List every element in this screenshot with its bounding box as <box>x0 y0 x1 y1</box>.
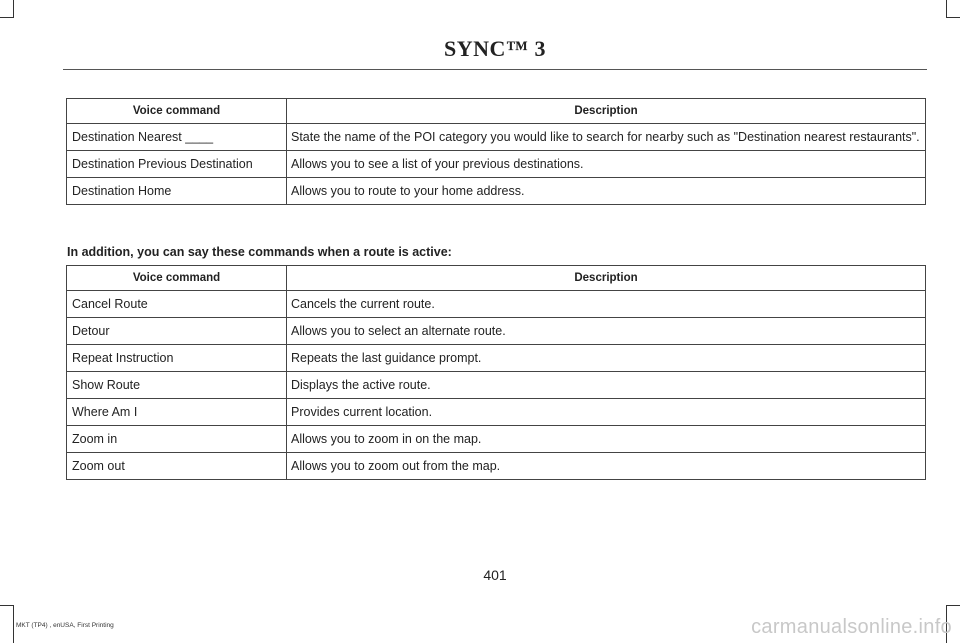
intro-paragraph: In addition, you can say these commands when a route is active: <box>67 245 452 259</box>
site-watermark: carmanualsonline.info <box>751 616 952 638</box>
voice-command-cell: Zoom in <box>67 426 287 453</box>
voice-command-cell: Cancel Route <box>67 291 287 318</box>
description-cell: Allows you to zoom in on the map. <box>287 426 926 453</box>
column-header-description: Description <box>287 266 926 291</box>
table-row <box>67 372 926 399</box>
voice-command-cell: Detour <box>67 318 287 345</box>
table-row <box>67 291 926 318</box>
column-header-description: Description <box>287 99 926 124</box>
destination-commands-table <box>66 98 926 205</box>
description-cell: Allows you to route to your home address. <box>287 178 926 205</box>
voice-command-cell: Zoom out <box>67 453 287 480</box>
table-row <box>67 453 926 480</box>
description-cell: Provides current location. <box>287 399 926 426</box>
table-row <box>67 399 926 426</box>
page-title: SYNC™ 3 <box>444 36 546 61</box>
voice-command-cell: Where Am I <box>67 399 287 426</box>
voice-command-cell: Destination Nearest ____ <box>67 124 287 151</box>
table-header-row <box>67 99 926 124</box>
table-row <box>67 318 926 345</box>
voice-command-cell: Show Route <box>67 372 287 399</box>
voice-command-cell: Repeat Instruction <box>67 345 287 372</box>
crop-mark-top-left-vertical <box>13 0 14 17</box>
description-cell: Allows you to zoom out from the map. <box>287 453 926 480</box>
active-route-commands-table <box>66 265 926 480</box>
crop-mark-top-right-horizontal <box>946 17 960 18</box>
description-cell: Repeats the last guidance prompt. <box>287 345 926 372</box>
description-cell: State the name of the POI category you would like to search for nearby such as "Destination nearest restaurants". <box>287 124 926 151</box>
page-number: 401 <box>483 567 507 583</box>
table-row <box>67 178 926 205</box>
title-divider <box>63 69 927 70</box>
table-row <box>67 151 926 178</box>
description-cell: Allows you to see a list of your previous destinations. <box>287 151 926 178</box>
crop-mark-bottom-left-vertical <box>13 605 14 643</box>
print-edition-note: MKT (TP4) , enUSA, First Printing <box>16 622 114 629</box>
crop-mark-top-left-horizontal <box>0 17 14 18</box>
crop-mark-bottom-left-horizontal <box>0 605 14 606</box>
table-row <box>67 426 926 453</box>
column-header-voice-command: Voice command <box>67 266 287 291</box>
voice-command-cell: Destination Previous Destination <box>67 151 287 178</box>
voice-command-cell: Destination Home <box>67 178 287 205</box>
crop-mark-top-right-vertical <box>946 0 947 17</box>
table-row <box>67 345 926 372</box>
crop-mark-bottom-right-horizontal <box>946 605 960 606</box>
table-header-row <box>67 266 926 291</box>
description-cell: Allows you to select an alternate route. <box>287 318 926 345</box>
description-cell: Displays the active route. <box>287 372 926 399</box>
column-header-voice-command: Voice command <box>67 99 287 124</box>
description-cell: Cancels the current route. <box>287 291 926 318</box>
table-row <box>67 124 926 151</box>
